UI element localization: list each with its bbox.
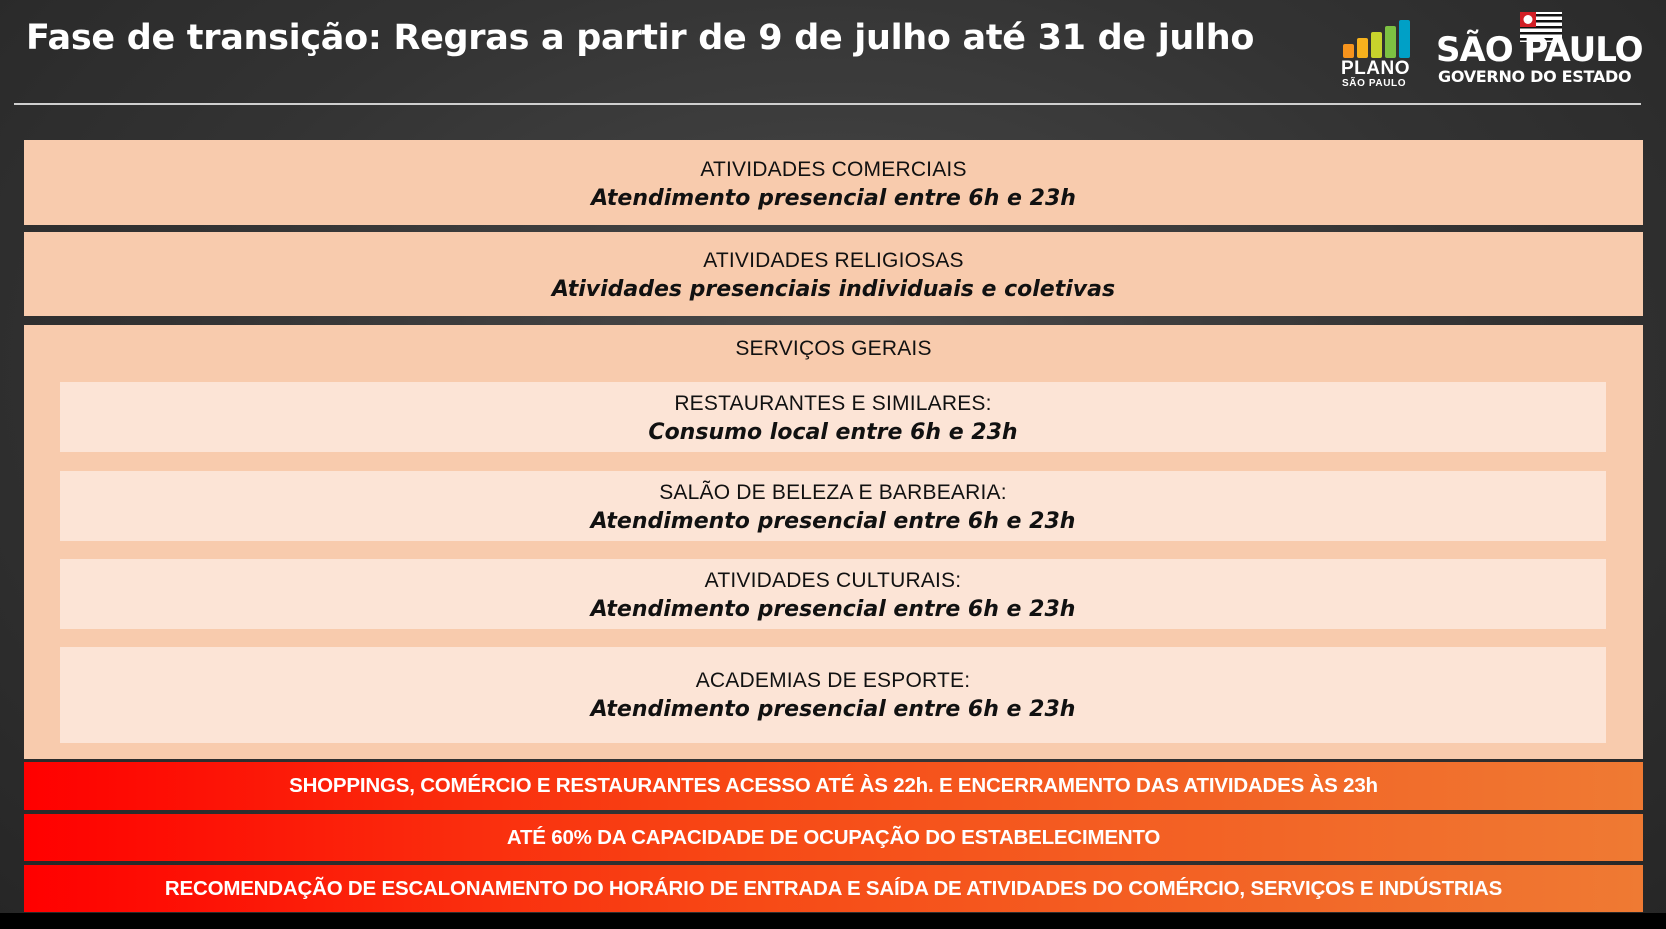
servico-item-heading: RESTAURANTES E SIMILARES: (674, 392, 992, 415)
servico-item-rule: Consumo local entre 6h e 23h (648, 420, 1018, 445)
header-divider (14, 103, 1641, 105)
religiosas-rule: Atividades presenciais individuais e coletivas (551, 277, 1116, 302)
servico-item-heading: ACADEMIAS DE ESPORTE: (695, 669, 971, 692)
comerciais-rule: Atendimento presencial entre 6h e 23h (591, 186, 1076, 211)
notice-banner: RECOMENDAÇÃO DE ESCALONAMENTO DO HORÁRIO DE ENTRADA E SAÍDA DE ATIVIDADES DO COMÉRCIO, SERVIÇOS E INDÚSTRIAS (24, 865, 1643, 912)
servico-item-heading: SALÃO DE BELEZA E BARBEARIA: (659, 481, 1007, 504)
servico-item (60, 559, 1606, 629)
notice-banner: ATÉ 60% DA CAPACIDADE DE OCUPAÇÃO DO ESTABELECIMENTO (24, 814, 1643, 861)
notice-banner: SHOPPINGS, COMÉRCIO E RESTAURANTES ACESSO ATÉ ÀS 22h. E ENCERRAMENTO DAS ATIVIDADES ÀS 23h (24, 762, 1643, 810)
governo-logo-name: SÃO PAULO (1436, 30, 1643, 70)
bottom-strip (0, 913, 1666, 929)
servico-item-rule: Atendimento presencial entre 6h e 23h (590, 697, 1076, 722)
plano-logo-word: PLANO (1341, 58, 1410, 79)
bar-chart-icon (1343, 20, 1413, 58)
servico-item (60, 382, 1606, 452)
servico-item-rule: Atendimento presencial entre 6h e 23h (590, 509, 1076, 534)
comerciais-panel (24, 140, 1643, 225)
servicos-panel (24, 325, 1643, 759)
servico-item (60, 471, 1606, 541)
servicos-heading: SERVIÇOS GERAIS (735, 337, 932, 360)
servico-item-heading: ATIVIDADES CULTURAIS: (704, 569, 962, 592)
servico-item (60, 647, 1606, 743)
governo-logo-sub: GOVERNO DO ESTADO (1438, 67, 1632, 86)
page-title: Fase de transição: Regras a partir de 9 de julho até 31 de julho (26, 18, 1255, 58)
servico-item-rule: Atendimento presencial entre 6h e 23h (590, 597, 1076, 622)
plano-logo-sub: SÃO PAULO (1342, 78, 1407, 89)
religiosas-heading: ATIVIDADES RELIGIOSAS (703, 249, 964, 272)
governo-sp-logo (1436, 12, 1646, 92)
comerciais-heading: ATIVIDADES COMERCIAIS (700, 158, 967, 181)
plano-sao-paulo-logo (1341, 20, 1413, 92)
religiosas-panel (24, 232, 1643, 316)
